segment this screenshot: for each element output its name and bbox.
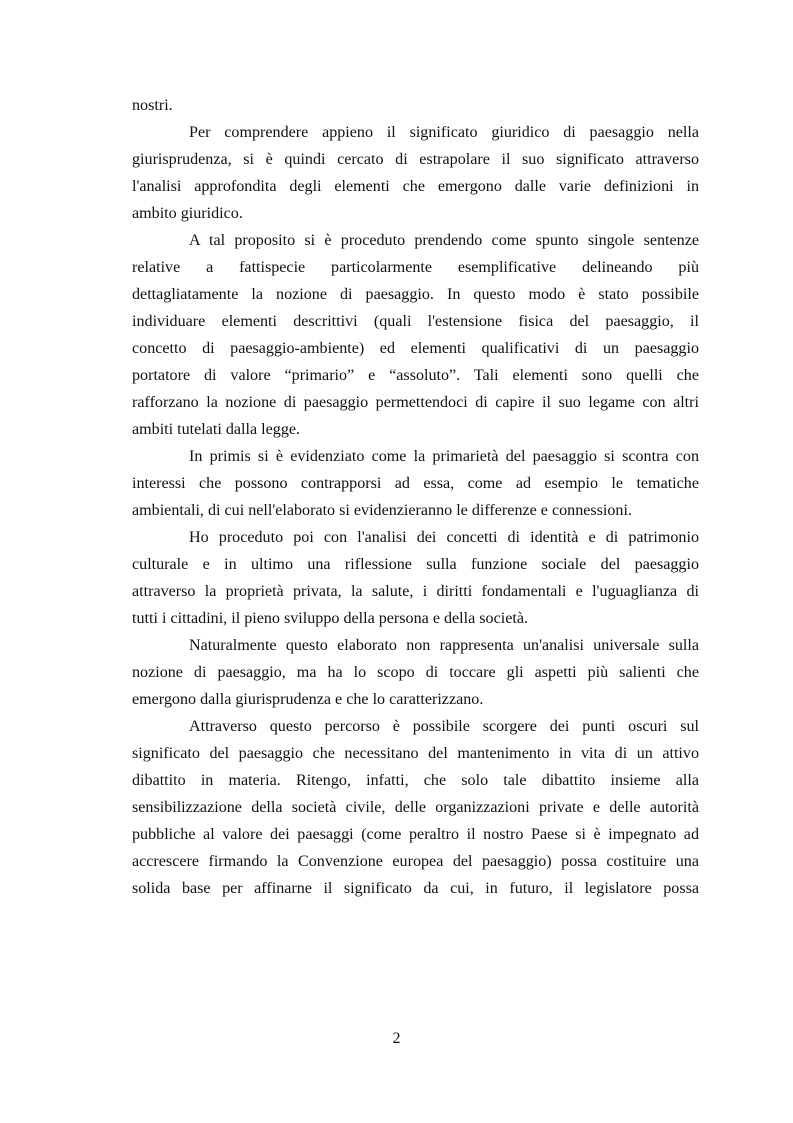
text-line: l'analisi approfondita degli elementi che emergono dalle varie definizioni in (132, 178, 699, 195)
text-line: ambientali, di cui nell'elaborato si evidenzieranno le differenze e connessioni. (132, 502, 632, 519)
text-line: interessi che possono contrapporsi ad essa, come ad esempio le tematiche (132, 475, 699, 492)
text-line: culturale e in ultimo una riflessione sulla funzione sociale del paesaggio (132, 556, 699, 573)
text-line: ambito giuridico. (132, 205, 243, 222)
text-line: solida base per affinarne il significato da cui, in futuro, il legislatore possa (132, 880, 699, 897)
text-line: dettagliatamente la nozione di paesaggio. In questo modo è stato possibile (132, 286, 699, 303)
text-line: A tal proposito si è proceduto prendendo come spunto singole sentenze (189, 232, 699, 249)
text-line: nostri. (132, 97, 173, 114)
text-line: individuare elementi descrittivi (quali l'estensione fisica del paesaggio, il (132, 313, 699, 330)
text-line: sensibilizzazione della società civile, delle organizzazioni private e delle autorità (132, 799, 699, 816)
text-line: portatore di valore “primario” e “assoluto”. Tali elementi sono quelli che (132, 367, 699, 384)
text-line: In primis si è evidenziato come la primarietà del paesaggio si scontra con (189, 448, 699, 465)
text-line: pubbliche al valore dei paesaggi (come peraltro il nostro Paese si è impegnato ad (132, 826, 699, 843)
text-line: dibattito in materia. Ritengo, infatti, che solo tale dibattito insieme alla (132, 772, 699, 789)
page-number: 2 (392, 1030, 401, 1047)
text-line: emergono dalla giurisprudenza e che lo caratterizzano. (132, 691, 484, 708)
text-line: concetto di paesaggio-ambiente) ed elementi qualificativi di un paesaggio (132, 340, 699, 357)
text-line: tutti i cittadini, il pieno sviluppo della persona e della società. (132, 610, 528, 627)
text-line: Ho proceduto poi con l'analisi dei concetti di identità e di patrimonio (189, 529, 699, 546)
text-line: giurisprudenza, si è quindi cercato di estrapolare il suo significato attraverso (132, 151, 699, 168)
text-line: accrescere firmando la Convenzione europea del paesaggio) possa costituire una (132, 853, 699, 870)
text-line: attraverso la proprietà privata, la salute, i diritti fondamentali e l'uguaglianza di (132, 583, 699, 600)
text-line: Naturalmente questo elaborato non rappresenta un'analisi universale sulla (189, 637, 699, 654)
text-line: Per comprendere appieno il significato giuridico di paesaggio nella (189, 124, 699, 141)
text-line: significato del paesaggio che necessitano del mantenimento in vita di un attivo (132, 745, 699, 762)
text-line: nozione di paesaggio, ma ha lo scopo di toccare gli aspetti più salienti che (132, 664, 699, 681)
text-line: relative a fattispecie particolarmente esemplificative delineando più (132, 259, 699, 276)
text-line: ambiti tutelati dalla legge. (132, 421, 301, 438)
text-line: Attraverso questo percorso è possibile scorgere dei punti oscuri sul (189, 718, 699, 735)
text-line: rafforzano la nozione di paesaggio permettendoci di capire il suo legame con altri (132, 394, 699, 411)
document-body (132, 92, 699, 902)
